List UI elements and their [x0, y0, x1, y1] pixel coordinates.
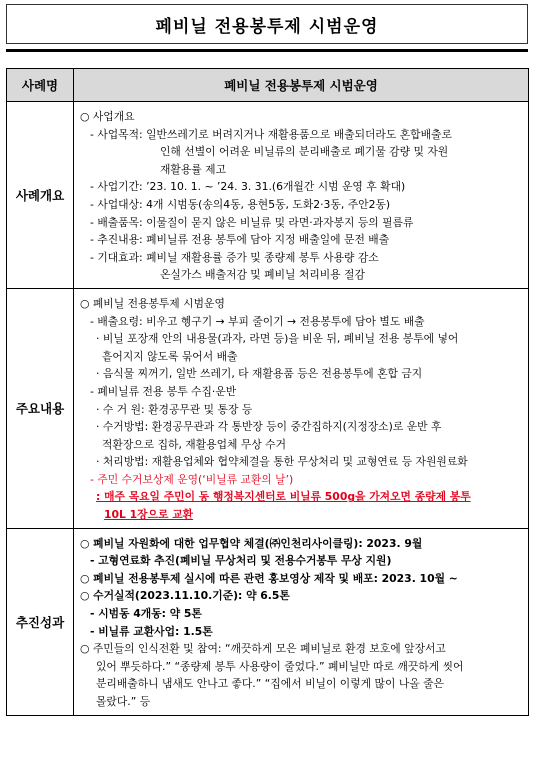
overview-line: 재활용률 제고 [160, 162, 227, 176]
main-line: - 폐비닐류 전용 봉투 수집·운반 [90, 384, 237, 398]
main-line-highlight: 10L 1장으로 교환 [104, 508, 194, 522]
results-line: ○ 수거실적(2023.11.10.기준): 약 6.5톤 [80, 589, 290, 603]
table-header-row [7, 69, 529, 102]
main-line: · 음식물 찌꺼기, 일반 쓰레기, 타 재활용품 등은 전용봉투에 혼합 금지 [96, 367, 423, 381]
results-line: - 비닐류 교환사업: 1.5톤 [90, 624, 213, 638]
overview-line: - 배출품목: 이물질이 묻지 않은 비닐류 및 라면·과자봉지 등의 필름류 [90, 215, 414, 229]
section-overview-row [7, 102, 529, 289]
header-case-title: 폐비닐 전용봉투제 시범운영 [74, 69, 529, 102]
main-line-highlight: : 매주 목요일 주민이 동 행정복지센터로 비닐류 500g을 가져오면 종량제 봉투 [96, 490, 471, 504]
results-line: 몰랐다.” 등 [96, 695, 151, 708]
section-content-results [74, 528, 529, 715]
main-line: · 처리방법: 재활용업체와 협약체결을 통한 무상처리 및 교형연료 등 자원원료화 [96, 455, 468, 469]
main-line: - 배출요령: 비우고 헹구기 → 부피 줄이기 → 전용봉투에 담아 별도 배출 [90, 314, 425, 328]
results-line: 분리배출하니 냄새도 안나고 좋다.” “집에서 비닐이 이렇게 많이 나올 줄은 [96, 677, 444, 691]
results-line: 있어 뿌듯하다.” “종량제 봉투 사용량이 줄었다.” 폐비닐만 따로 깨끗하게 씻어 [96, 659, 464, 673]
case-table [6, 68, 529, 716]
section-label-results: 추진성과 [7, 528, 74, 715]
overview-line: - 사업대상: 4개 시범동(송의4동, 용현5동, 도화2·3동, 주안2동) [90, 197, 391, 211]
title-divider [6, 49, 528, 52]
main-line-highlight: - 주민 수거보상제 운영(‘비닐류 교환의 날’) [90, 472, 294, 486]
section-content-main [74, 288, 529, 528]
overview-line: - 기대효과: 폐비닐 재활용률 증가 및 종량제 봉투 사용량 감소 [90, 250, 379, 264]
section-content-overview [74, 102, 529, 289]
header-case-name: 사례명 [7, 69, 74, 102]
main-line: · 수 거 원: 환경공무관 및 통장 등 [96, 402, 253, 416]
results-line: ○ 주민들의 인식전환 및 참여: “깨끗하게 모은 폐비닐로 환경 보호에 앞장서고 [80, 642, 446, 656]
main-line: 적환장으로 집하, 재활용업체 무상 수거 [102, 437, 287, 451]
overview-line: ○ 사업개요 [80, 110, 135, 123]
section-results-row [7, 528, 529, 715]
results-line: ○ 폐비닐 전용봉투제 실시에 따른 관련 홍보영상 제작 및 배포: 2023. 10월 ~ [80, 571, 458, 585]
main-line: 흩어지지 않도록 묶어서 배출 [102, 349, 238, 363]
overview-line: 온실가스 배출저감 및 폐비닐 처리비용 절감 [160, 268, 365, 282]
overview-line: - 사업목적: 일반쓰레기로 버려지거나 재활용품으로 배출되더라도 혼합배출로 [90, 127, 452, 141]
document-title: 페비닐 전용봉투제 시범운영 [6, 4, 528, 44]
results-line: - 시범동 4개동: 약 5톤 [90, 607, 202, 621]
section-label-overview: 사례개요 [7, 102, 74, 289]
overview-line: - 추진내용: 폐비닐류 전용 봉투에 담아 지정 배출일에 문전 배출 [90, 233, 390, 247]
section-label-main: 주요내용 [7, 288, 74, 528]
overview-line: - 사업기간: ’23. 10. 1. ~ ’24. 3. 31.(6개월간 시범 운영 후 확대) [90, 180, 406, 194]
main-line: · 비닐 포장재 안의 내용물(과자, 라면 등)을 비운 뒤, 폐비닐 전용 봉투에 넣어 [96, 332, 459, 346]
overview-line: 인해 선별이 어려운 비닐류의 분리배출로 폐기물 감량 및 자원 [160, 145, 449, 159]
section-main-row [7, 288, 529, 528]
main-line: ○ 폐비닐 전용봉투제 시범운영 [80, 296, 225, 310]
results-line: - 고형연료화 추진(폐비닐 무상처리 및 전용수거봉투 무상 지원) [90, 554, 392, 568]
main-line: · 수거방법: 환경공무관과 각 통반장 등이 중간집하지(지정장소)로 운반 후 [96, 420, 442, 434]
results-line: ○ 폐비닐 자원화에 대한 업무협약 체결(㈜인천리사이클링): 2023. 9월 [80, 536, 423, 550]
